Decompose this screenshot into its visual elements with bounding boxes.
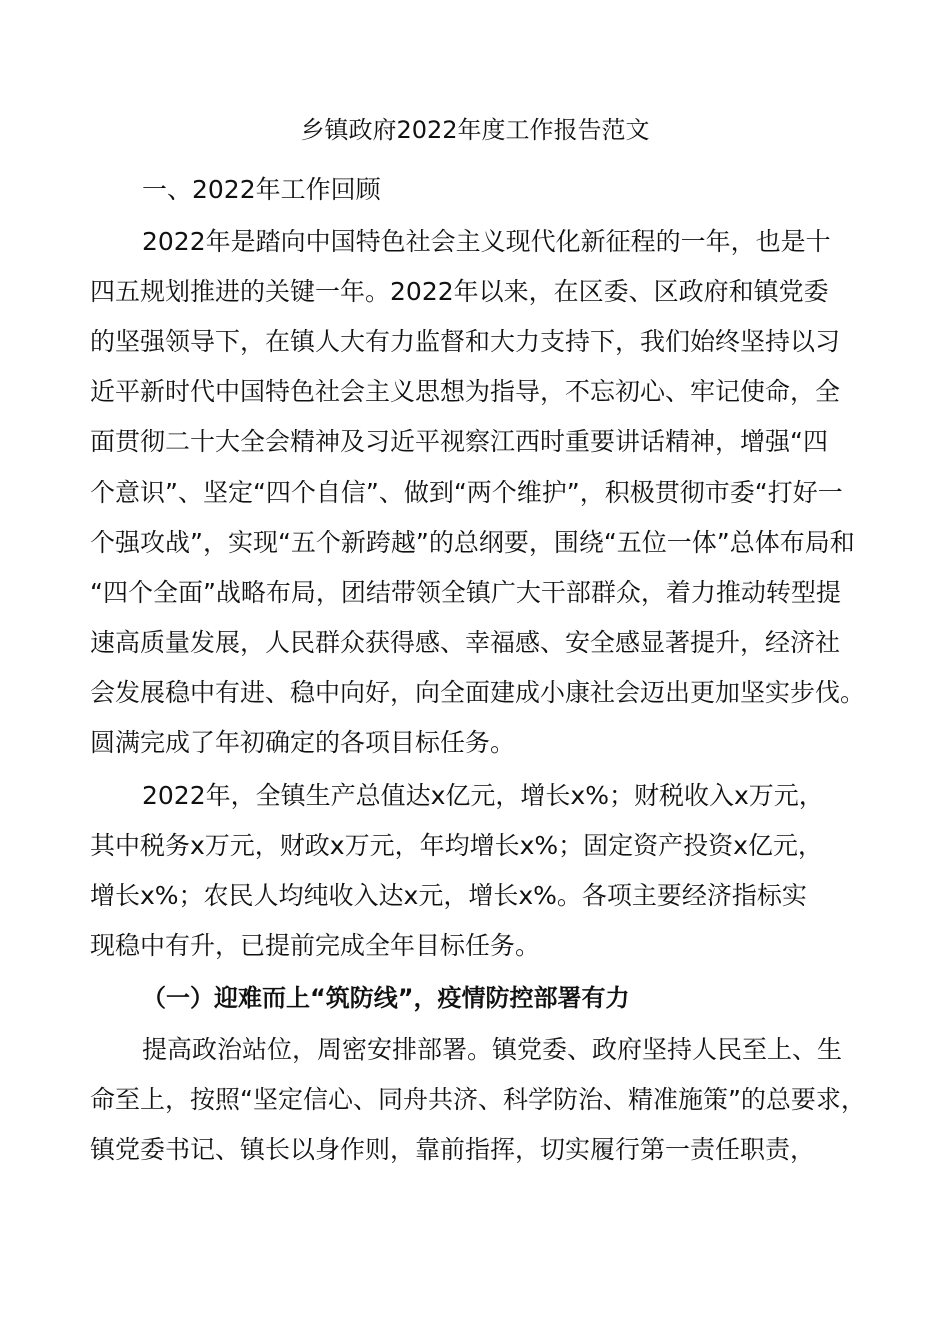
- paragraph-line: 提高政治站位，周密安排部署。镇党委、政府坚持人民至上、生: [142, 1035, 843, 1064]
- section-heading: 一、2022年工作回顾: [142, 175, 381, 204]
- paragraph-line: 速高质量发展，人民群众获得感、幸福感、安全感显著提升，经济社: [90, 628, 841, 657]
- subsection-heading: （一）迎难而上“筑防线”，疫情防控部署有力: [142, 984, 630, 1012]
- paragraph-line: 镇党委书记、镇长以身作则，靠前指挥，切实履行第一责任职责，: [90, 1135, 816, 1164]
- paragraph-line: 2022年，全镇生产总值达x亿元，增长x%；财税收入x万元，: [142, 781, 824, 810]
- paragraph-line: 四五规划推进的关键一年。2022年以来，在区委、区政府和镇党委: [90, 277, 829, 306]
- paragraph-line: 个意识”、坚定“四个自信”、做到“两个维护”，积极贯彻市委“打好一: [90, 478, 843, 507]
- paragraph-line: 命至上，按照“坚定信心、同舟共济、科学防治、精准施策”的总要求，: [90, 1085, 866, 1114]
- paragraph-line: 个强攻战”，实现“五个新跨越”的总纲要，围绕“五位一体”总体布局和: [90, 528, 855, 557]
- paragraph-line: 会发展稳中有进、稳中向好，向全面建成小康社会迈出更加坚实步伐。: [90, 678, 866, 707]
- paragraph-line: 的坚强领导下，在镇人大有力监督和大力支持下，我们始终坚持以习: [90, 327, 841, 356]
- paragraph-line: 增长x%；农民人均纯收入达x元，增长x%。各项主要经济指标实: [90, 881, 807, 910]
- document-title: 乡镇政府2022年度工作报告范文: [300, 116, 650, 144]
- paragraph-line: 圆满完成了年初确定的各项目标任务。: [90, 728, 516, 757]
- paragraph-line: 2022年是踏向中国特色社会主义现代化新征程的一年，也是十: [142, 227, 831, 256]
- paragraph-line: 面贯彻二十大全会精神及习近平视察江西时重要讲话精神，增强“四: [90, 427, 828, 456]
- paragraph-line: 现稳中有升，已提前完成全年目标任务。: [90, 931, 541, 960]
- paragraph-line: 其中税务x万元，财政x万元，年均增长x%；固定资产投资x亿元，: [90, 831, 823, 860]
- paragraph-line: 近平新时代中国特色社会主义思想为指导，不忘初心、牢记使命，全: [90, 377, 841, 406]
- paragraph-line: “四个全面”战略布局，团结带领全镇广大干部群众，着力推动转型提: [90, 578, 841, 607]
